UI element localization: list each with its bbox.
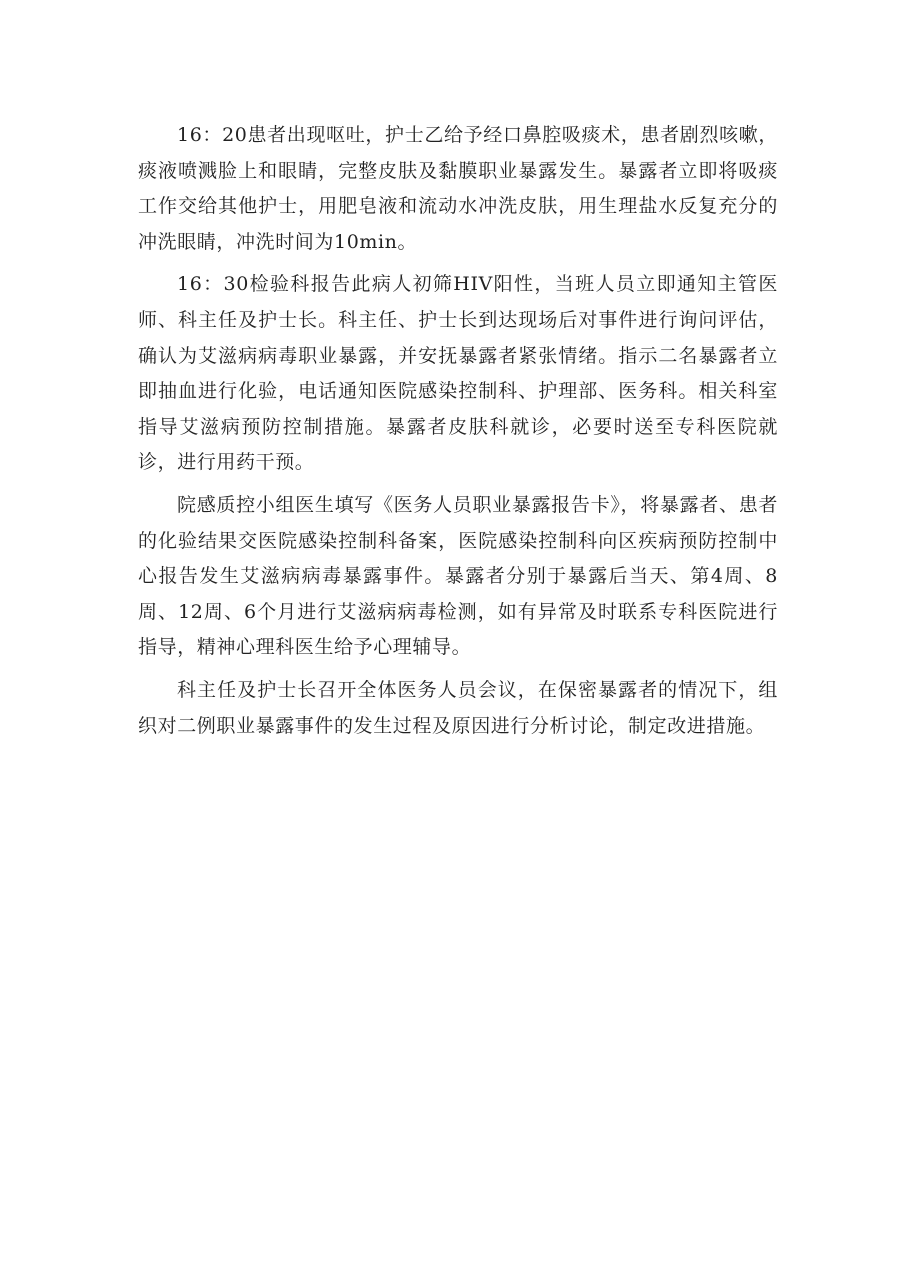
paragraph-staff-meeting: 科主任及护士长召开全体医务人员会议，在保密暴露者的情况下，组织对二例职业暴露事件的发生过程及原因进行分析讨论，制定改进措施。 bbox=[138, 678, 778, 737]
paragraph-hiv-report: 16：30检验科报告此病人初筛HIV阳性，当班人员立即通知主管医师、科主任及护士长。科主任、护士长到达现场后对事件进行询问评估，确认为艾滋病病毒职业暴露，并安抚暴露者紧张情绪。指示二名暴露者立即抽血进行化验，电话通知医院感染控制科、护理部、医务科。相关科室指导艾滋病预防控制措施。暴露者皮肤科就诊，必要时送至专科医院就诊，进行用药干预。 bbox=[138, 273, 778, 474]
paragraph-vomiting-exposure: 16：20患者出现呕吐，护士乙给予经口鼻腔吸痰术，患者剧烈咳嗽，痰液喷溅脸上和眼睛，完整皮肤及黏膜职业暴露发生。暴露者立即将吸痰工作交给其他护士，用肥皂液和流动水冲洗皮肤，用生理盐水反复充分的冲洗眼睛，冲洗时间为10min。 bbox=[138, 124, 778, 253]
document-body bbox=[138, 118, 778, 751]
paragraph-report-card: 院感质控小组医生填写《医务人员职业暴露报告卡》，将暴露者、患者的化验结果交医院感染控制科备案，医院感染控制科向区疾病预防控制中心报告发生艾滋病病毒暴露事件。暴露者分别于暴露后当天、第4周、8周、12周、6个月进行艾滋病病毒检测，如有异常及时联系专科医院进行指导，精神心理科医生给予心理辅导。 bbox=[138, 493, 778, 659]
